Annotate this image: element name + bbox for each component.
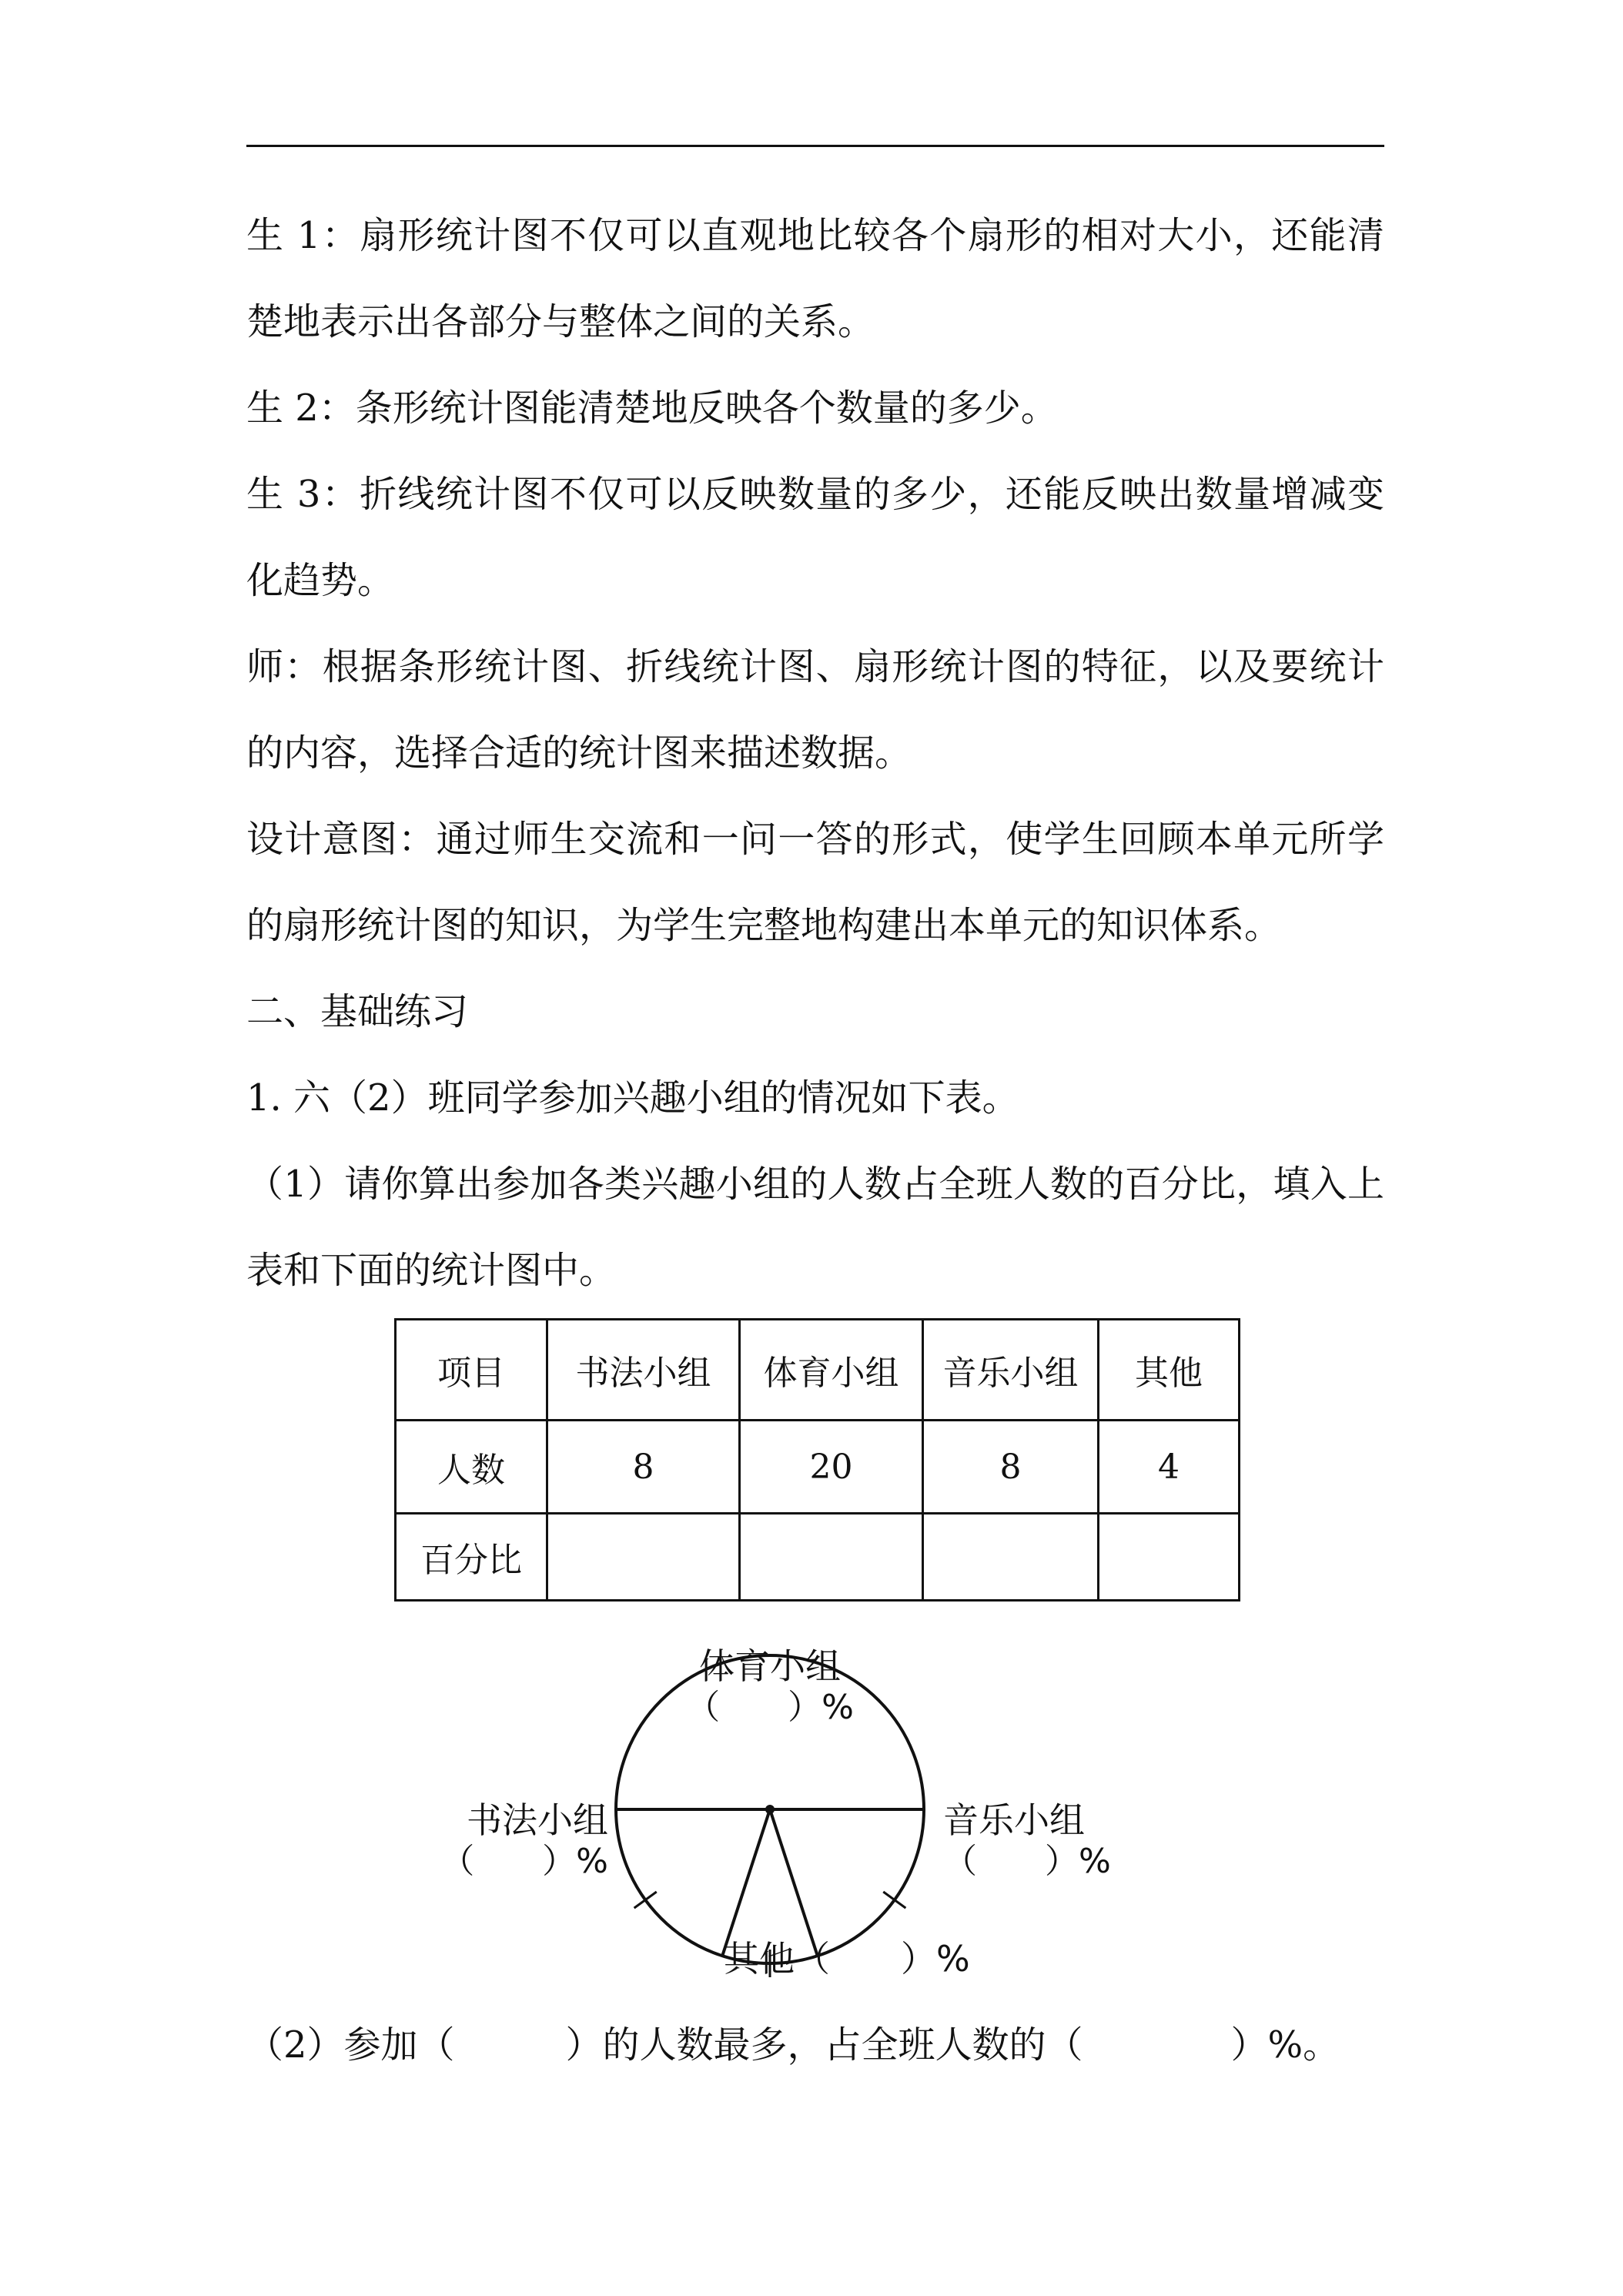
pie-chart: [431, 1632, 1124, 1986]
count-cell: 8: [547, 1421, 740, 1514]
pie-slice-boundary: [770, 1809, 818, 1956]
question-1-part-1: （1）请你算出参加各类兴趣小组的人数占全班人数的百分比，填入上表和下面的统计图中。: [246, 1163, 1384, 1292]
pie-slice-boundary: [722, 1809, 770, 1956]
question-1-part-2: （2）参加（ ）的人数最多，占全班人数的（ ）%。: [246, 2023, 1340, 2067]
row-header-item: 项目: [396, 1320, 547, 1421]
interest-group-table: [394, 1318, 1240, 1602]
percent-blank-cell: [547, 1514, 740, 1601]
paragraph: 生 1：扇形统计图不仅可以直观地比较各个扇形的相对大小，还能清楚地表示出各部分与整体之间的关系。: [246, 214, 1384, 343]
header-rule: [246, 145, 1384, 147]
pie-center-dot: [765, 1805, 775, 1814]
question-1: 1. 六（2）班同学参加兴趣小组的情况如下表。: [246, 1076, 1019, 1120]
count-cell: 8: [923, 1421, 1099, 1514]
pie-slice-label: 音乐小组: [943, 1799, 1085, 1841]
percent-blank-cell: [1099, 1514, 1240, 1601]
percent-blank-cell: [740, 1514, 923, 1601]
column-header: 音乐小组: [923, 1320, 1099, 1421]
pie-leader-line: [883, 1892, 905, 1908]
paragraph: 师：根据条形统计图、折线统计图、扇形统计图的特征，以及要统计的内容，选择合适的统计图来描述数据。: [246, 645, 1384, 775]
percent-blank-cell: [923, 1514, 1099, 1601]
section-heading: 二、基础练习: [246, 990, 469, 1033]
count-cell: 20: [740, 1421, 923, 1514]
pie-slice-label: 体育小组: [699, 1645, 841, 1687]
document-body: [246, 192, 1384, 1314]
paragraph: 生 3：折线统计图不仅可以反映数量的多少，还能反映出数量增减变化趋势。: [246, 473, 1384, 602]
count-cell: 4: [1099, 1421, 1240, 1514]
row-header-count: 人数: [396, 1421, 547, 1514]
column-header: 体育小组: [740, 1320, 923, 1421]
pie-chart-svg: [431, 1632, 1124, 1986]
column-header: 其他: [1099, 1320, 1240, 1421]
column-header: 书法小组: [547, 1320, 740, 1421]
pie-percent-blank: （ ）%: [943, 1842, 1111, 1881]
pie-slice-label: 书法小组: [467, 1799, 608, 1841]
pie-slice-label: 其他（ ）%: [724, 1938, 970, 1980]
pie-percent-blank: （ ）%: [440, 1842, 608, 1881]
paragraph: 设计意图：通过师生交流和一问一答的形式，使学生回顾本单元所学的扇形统计图的知识，为学生完整地构建出本单元的知识体系。: [246, 818, 1384, 947]
paragraph: 生 2：条形统计图能清楚地反映各个数量的多少。: [246, 387, 1058, 430]
pie-percent-blank: （ ）%: [686, 1688, 854, 1727]
row-header-percent: 百分比: [396, 1514, 547, 1601]
pie-leader-line: [634, 1892, 657, 1908]
